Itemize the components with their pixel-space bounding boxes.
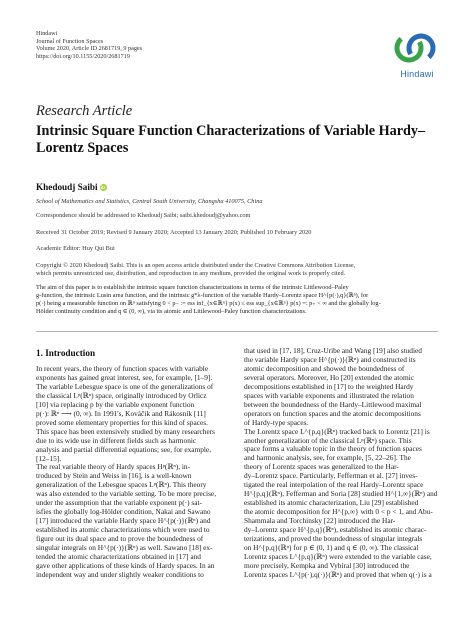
body-text-line: under the assumption that the variable exponent p(·) sat- — [36, 498, 202, 508]
affiliation: School of Mathematics and Statistics, Central South University, Changsha 410075, China — [36, 198, 263, 205]
body-text-line: tended the atomic characterizations obtained in [17] and — [36, 552, 201, 562]
abstract-line: g-function, the intrinsic Lusin area function, and the intrinsic g*λ-function of the variable Hardy–Lorentz space H^{p(·),q}(ℝⁿ), for — [36, 291, 369, 299]
body-text-line: singular integrals on H^{p(·)}(ℝⁿ) as well. Sawano [18] ex- — [36, 543, 213, 553]
academic-editor: Academic Editor: Huy Qui Bui — [36, 245, 115, 252]
publisher-name: Hindawi — [36, 30, 58, 37]
body-text-line: space forms a valuable topic in the theory of function spaces — [244, 444, 422, 454]
abstract-line: p(·) being a measurable function on ℝⁿ satisfying 0 < p₋ := ess inf_{x∈ℝⁿ} p(x) ≤ ess sup_{x∈ℝⁿ} p(x) =: p₊ < ∞ and the globally log- — [36, 299, 381, 307]
body-text-line: gave other applications of these kinds of Hardy spaces. In an — [36, 560, 215, 570]
left-column — [36, 365, 230, 580]
journal-metadata — [36, 30, 142, 60]
article-title: Intrinsic Square Function Characterizations of Variable Hardy–Lorentz Spaces — [36, 123, 426, 156]
body-text-line: operators on function spaces and the atomic decompositions — [244, 408, 421, 418]
body-text-line: the variable Hardy space H^{p(·)}(ℝⁿ) and constructed its — [244, 354, 416, 364]
body-text-line: the classical Lᵖ(ℝⁿ) space, originally introduced by Orlicz — [36, 390, 207, 400]
article-type-label: Research Article — [36, 103, 133, 119]
body-text-line: Lorentz spaces L^{p(·),q(·)}(ℝⁿ) and proved that when q(·) is a — [244, 569, 432, 579]
body-text-line: troduced by Stein and Weiss in [16], is a well-known — [36, 471, 192, 481]
orcid-icon[interactable]: iD — [100, 185, 106, 190]
body-text-line: tigated the real interpolation of the real Hardy–Lorentz space — [244, 480, 424, 490]
body-text-line: [10] via replacing p by the variable exponent function — [36, 399, 195, 409]
body-text-line: dy–Lorentz space. Particularly, Fefferman et al. [27] inves- — [244, 471, 418, 481]
body-text-line: [12–15]. — [36, 453, 62, 463]
body-text-line: The real variable theory of Hardy spaces Hᵖ(ℝⁿ), in- — [36, 462, 191, 472]
body-text-line: atomic decomposition and showed the boundedness of — [244, 363, 405, 373]
section-heading: 1. Introduction — [36, 348, 96, 358]
body-text-line: established its atomic characterizations which were used to — [36, 525, 210, 535]
abstract-line: Hölder continuity condition and q ∈ (0, ∞), via its atomic and Littlewood–Paley function characterizations. — [36, 307, 307, 315]
body-text-line: independent way and under slightly weaker conditions to — [36, 569, 204, 579]
copyright-line-1: Copyright © 2020 Khedoudj Saibi. This is an open access article distributed under the Creative Commons Attribution License, — [36, 262, 356, 269]
body-text-line: Shammala and Torchinsky [22] introduced the Har- — [244, 516, 396, 526]
body-text-line: Lorentz spaces L^{p,q}(ℝⁿ) were extended to the variable case, — [244, 551, 432, 561]
body-text-line: The Lorentz space L^{p,q}(ℝⁿ) tracked back to Lorentz [21] is — [244, 426, 430, 436]
body-text-line: another generalization of the classical Lᵖ(ℝⁿ) space. This — [244, 435, 412, 445]
body-text-line: H^{p,q}(ℝⁿ), Fefferman and Soria [28] studied H^{1,∞}(ℝⁿ) and — [244, 489, 438, 499]
body-text-line: terizations, and proved the boundedness of singular integrals — [244, 534, 423, 544]
body-text-line: and harmonic analysis, see, for example, [5, 22–26]. The — [244, 453, 411, 463]
body-text-line: exponents has gained great interest, see, for example, [1–9]. — [36, 372, 213, 382]
abstract — [36, 284, 438, 316]
doi-link[interactable]: https://doi.org/10.1155/2020/2681719 — [36, 52, 130, 60]
body-text-line: generalization of the Lebesgue spaces Lᵖ(ℝⁿ). This theory — [36, 480, 207, 490]
body-text-line: due to its wide use in different fields such as harmonic — [36, 435, 197, 445]
body-text-line: of Hardy-type spaces. — [244, 417, 309, 427]
body-text-line: The variable Lebesgue space is one of the generalizations of — [36, 381, 214, 391]
body-text-line: This space has been extensively studied by many researchers — [36, 426, 216, 436]
body-text-line: p(·): ℝⁿ ⟶ (0, ∞). In 1991's, Kováčik and Rákosník [11] — [36, 408, 206, 418]
divider — [36, 331, 438, 332]
body-text-line: several operators. Moreover, Ho [20] extended the atomic — [244, 372, 414, 382]
right-column — [244, 347, 438, 580]
body-text-line: dy–Lorentz space H^{p,q}(ℝⁿ), established its atomic charac- — [244, 525, 427, 535]
abstract-line: The aim of this paper is to establish the intrinsic square function characterizations in terms of the intrinsic Littlewood–Paley — [36, 284, 349, 291]
body-text-line: isfies the globally log-Hölder condition, Nakai and Sawano — [36, 507, 211, 517]
body-text-line: decompositions established in [17] to the weighted Hardy — [244, 381, 414, 391]
body-text-line: proved some elementary properties for this kind of spaces. — [36, 417, 208, 427]
body-text-line: analysis and partial differential equations; see, for example, — [36, 444, 212, 454]
body-text-line: established its atomic characterization, Liu [29] established — [244, 498, 419, 508]
publication-dates: Received 31 October 2019; Revised 9 January 2020; Accepted 13 January 2020; Published 10 February 2020 — [36, 229, 312, 236]
logo-wordmark: Hindawi — [400, 69, 434, 79]
body-text-line: between the boundedness of the Hardy–Littlewood maximal — [244, 399, 422, 409]
correspondence: Correspondence should be addressed to Khedoudj Saibi; saibi.khedoudj@yahoo.com — [36, 212, 251, 219]
body-text-line: that used in [17, 18], Cruz-Uribe and Wang [19] also studied — [244, 346, 422, 355]
body-text-line: was also extended to the variable setting. To be more precise, — [36, 489, 217, 499]
journal-name: Journal of Function Spaces — [36, 37, 104, 45]
body-text-line: more precisely, Kempka and Vybíral [30] introduced the — [244, 560, 410, 570]
body-text-line: spaces with variable exponents and illustrated the relation — [244, 390, 414, 400]
body-text-line: the atomic decomposition for H^{p,∞} with 0 < p < 1, and Abu- — [244, 507, 433, 517]
body-text-line: In recent years, the theory of function spaces with variable — [36, 364, 209, 373]
author-line — [36, 182, 107, 192]
body-text-line: on H^{p,q}(ℝⁿ) for p ∈ (0, 1) and q ∈ (0, ∞). The classical — [244, 542, 419, 552]
volume-info: Volume 2020, Article ID 2681719, 9 pages — [36, 45, 143, 53]
author-name: Khedoudj Saibi — [36, 182, 98, 192]
body-text-line: [17] introduced the variable Hardy space H^{p(·)}(ℝⁿ) and — [36, 516, 211, 526]
body-text-line: theory of Lorentz spaces was generalized to the Har- — [244, 462, 399, 472]
copyright-line-2: which permits unrestricted use, distribution, and reproduction in any medium, provided the original work is properly cited. — [36, 270, 346, 277]
body-text-line: figure out its dual space and to prove the boundedness of — [36, 534, 204, 544]
